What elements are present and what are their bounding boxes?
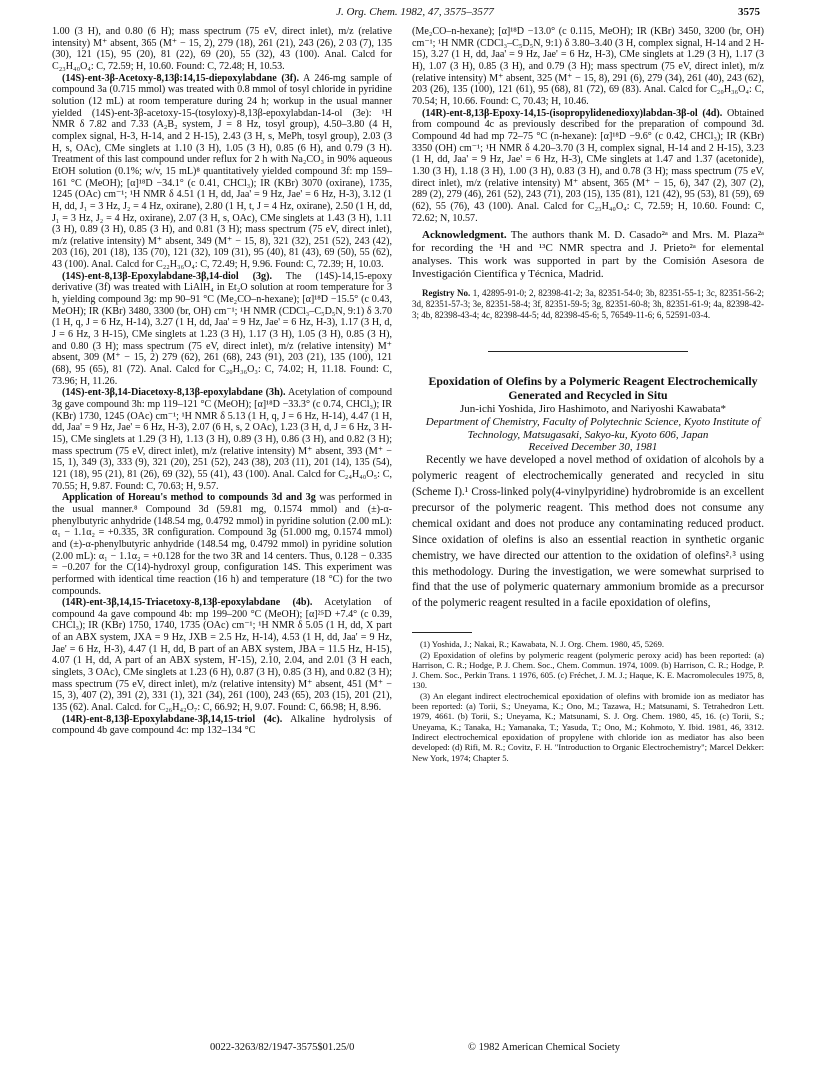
- experimental-paragraph: [52, 73, 392, 271]
- footnote: (1) Yoshida, J.; Nakai, R.; Kawabata, N. J. Org. Chem. 1980, 45, 5269.: [420, 639, 665, 650]
- registry-numbers: [412, 288, 764, 321]
- paragraph-text: Acetylation of compound 3g gave compound 3h: mp 119–121 °C (MeOH); [α]¹⁸D −33.3° (c 0.74, CHCl₃); IR (KBr) 1730, 1245 (OAc) cm⁻¹; ¹H NMR δ 5.13 (1 H, q, J = 6 Hz, H-14), 4.47 (1 H, dd, Jaa' = 9 Hz, Jae' = 6 Hz, H-3), 2.07 (6 H, s, 2 OAc), 1.23 (3 H, d, J = 6 Hz, 3 H-15), CMe singlets at 1.29 (3 H), 1.13 (3 H), 0.89 (3 H), 0.86 (3 H), and 0.82 (3 H); mass spectrum (75 eV, direct inlet), m/z (relative intensity) M⁺ absent, 393 (M⁺ − 15, 1), 349 (3), 333 (9), 321 (20), 251 (52), 243 (38), 203 (11), 201 (14), 135 (54), 121 (18), 95 (21), 81 (26), 69 (32), 55 (41), 43 (100). Anal. Calcd for C₂₄H₄₀O₅: C, 70.55; H, 9.87. Found: C, 70.63; H, 9.57.: [52, 387, 392, 492]
- footnotes: [412, 639, 764, 763]
- body-paragraph: Recently we have developed a novel method of oxidation of alcohols by a polymeric reagent of electrochemically generated and recycled in situ (Scheme I).¹ Cross-linked poly(4-vinylpyridine) hydrobromide is an excellent precursor of the polymeric reagent. This method does not consume any chemical oxidant and does not produce any contaminating reduced product. Since oxidation of olefins is also an essential reaction in synthetic organic chemistry, we have directed our attention to the oxidation of olefins²˒³ using this methodology. During the investigation, we were somewhat surprised to find that the use of polymeric quaternary ammonium bromide as a precursor of the polymeric reagent resulted in a facile epoxidation of olefins,: [412, 454, 764, 610]
- acknowledgment-heading: Acknowledgment.: [422, 229, 507, 242]
- paragraph-text: Acetylation of compound 4a gave compound 4b: mp 199–200 °C (MeOH); [α]²⁵D +7.4° (c 0.39, CHCl₃); IR (KBr) 1750, 1740, 1735 (OAc) cm⁻¹; ¹H NMR δ 5.05 (1 H, dd, X part of an ABX system, JXA = 9 Hz, JXB = 2.5 Hz, H-14), 4.53 (1 H, dd, Jaa' = 9 Hz, Jae' = 6 Hz, H-3), 4.47 (1 H, dd, B part of an ABX system, JBA = 11.5 Hz, H-15), 4.07 (1 H, dd, A part of an ABX system, H'-15), 2.10, 2.04, and 2.01 (3 H each, singlets, 3 OAc), CMe singlets at 1.23 (6 H), 0.87 (3 H), 0.85 (3 H), and 0.82 (3 H); mass spectrum (75 eV, direct inlet), m/z (relative intensity) M⁺ absent, 451 (M⁺ − 15, 3), 407 (2), 391 (2), 331 (1), 321 (34), 261 (100), 243 (65), 203 (15), 201 (21), 135 (62). Anal. Calcd. for C₂₆H₄₂O₇: C, 66.92; H, 9.07. Found: C, 66.98; H, 8.96.: [52, 597, 392, 714]
- experimental-paragraph: [52, 387, 392, 492]
- compound-heading: (14R)-ent-8,13β-Epoxylabdane-3β,14,15-triol (4c).: [62, 713, 283, 725]
- experimental-paragraph: [412, 108, 764, 225]
- paragraph-text: was performed in the usual manner.⁸ Compound 3d (59.81 mg, 0.1574 mmol) and (±)-α-phenylbutyric anhydride (148.54 mg, 0.4792 mmol) in pyridine solution (2.00 mL): α₁ − 1.1α₂ = +0.335, 3R configuration. Compound 3g (51.000 mg, 0.1574 mmol) and (±)-α-phenylbutyric anhydride (148.54 mg, 0.4792 mmol) in pyridine solution (2.00 mL): α₁ − 1.1α₂ = +0.128 for the two 3R and 14 centers. Thus, 0.128 − 0.335 = −0.207 for the C(14)-hydroxyl group, configuration 14S. This experiment was performed with identical time reaction (16 h) and temperature (18 °C) for the two compounds.: [52, 492, 393, 597]
- received-date: Received December 30, 1981: [528, 440, 658, 453]
- compound-heading: (14R)-ent-3β,14,15-Triacetoxy-8,13β-epoxylabdane (4b).: [62, 597, 313, 609]
- compound-heading: (14R)-ent-8,13β-Epoxy-14,15-(isopropylidenedioxy)labdan-3β-ol (4d).: [422, 107, 723, 119]
- paragraph-text: A 246-mg sample of compound 3a (0.715 mmol) was treated with 0.8 mmol of tosyl chloride in pyridine solution (12 mL) at room temperature during 24 h; workup in the usual manner yielded (14S)-ent-3β-acetoxy-15-(tosyloxy)-8,13β-epoxylabdan-14-ol (3e): ¹H NMR δ 7.82 and 7.33 (A₂B₂ system, J = 8 Hz, tosyl group), 4.50–3.80 (4 H, complex signal, H-3, H-14, and 2 H-15), 2.43 (3 H, s, MePh, tosyl group), 2.03 (3 H, s, OAc), CMe singlets at 1.10 (3 H), 1.05 (3 H), 0.85 (6 H), and 0.79 (3 H). Treatment of this last compound under reflux for 2 h with Na₂CO₃ in 90% aqueous EtOH solution (0.1%; w/v, 15 mL)⁸ quantitatively yielded compound 3f: mp 159–161 °C (MeOH); [α]¹⁸D −34.1° (c 0.41, CHCl₃); IR (KBr) 3070 (oxirane), 1735, 1245 (OAc) cm⁻¹; ¹H NMR δ 4.51 (1 H, dd, Jaa' = 9 Hz, Jae' = 6 Hz, H-3), 3.12 (1 H, dd, J₁ = 3 Hz, J₂ = 4 Hz, oxirane), 2.80 (1 H, t, J = 4 Hz, oxirane), 2.50 (1 H, dd, J₁ = 3 Hz, J₂ = 4 Hz, oxirane), 2.07 (3 H, s, OAc), CMe singlets at 1.43 (3 H), 1.11 (3 H), 0.89 (3 H), 0.85 (3 H), and 0.81 (3 H); mass spectrum (75 eV, direct inlet), m/z (relative intensity) M⁺ absent, 349 (M⁺ − 15, 8), 321 (32), 251 (52), 243 (42), 203 (16), 201 (18), 135 (70), 121 (32), 109 (31), 95 (40), 81 (43), 69 (50), 55 (62), 43 (100). Anal. Calcd for C₂₂H₃₆O₄: C, 72.49; H, 9.96. Found: C, 72.39; H, 10.03.: [52, 72, 392, 271]
- experimental-paragraph: [52, 714, 392, 737]
- experimental-paragraph: 1.00 (3 H), and 0.80 (6 H); mass spectrum (75 eV, direct inlet), m/z (relative intensity) M⁺ absent, 365 (M⁺ − 15, 2), 279 (18), 261 (21), 243 (26), 2 03 (7), 135 (30), 121 (15), 95 (20), 81 (22), 69 (20), 55 (32), 43 (100). Anal. Calcd for C₂₃H₄₀O₄: C, 72.59; H, 10.60. Found: C, 72.48; H, 10.53.: [52, 26, 392, 72]
- registry-text: 1, 42895-91-0; 2, 82398-41-2; 3a, 82351-54-0; 3b, 82351-55-1; 3c, 82351-56-2; 3d, 82351-57-3; 3e, 82351-58-4; 3f, 82351-59-5; 3g, 82351-60-8; 3h, 82351-61-9; 4a, 82398-42-3; 4b, 82398-43-4; 4c, 82398-44-5; 4d, 82398-45-6; 5, 76549-11-6; 6, 52591-03-4.: [412, 287, 764, 320]
- experimental-paragraph: [52, 271, 392, 388]
- compound-heading: (14S)-ent-3β-Acetoxy-8,13β:14,15-diepoxylabdane (3f).: [62, 72, 299, 84]
- paragraph-text: The (14S)-14,15-epoxy derivative (3f) was treated with LiAlH₄ in Et₂O solution at room temperature for 3 h, yielding compound 3g: mp 90–91 °C (Me₂CO–n-hexane); [α]¹⁸D −15.5° (c 0.43, MeOH); IR (KBr) 3480, 3300 (br, OH) cm⁻¹; ¹H NMR (CDCl₃–C₅D₅N, 9:1) δ 3.70 (1 H, q, J = 6 Hz, H-14), 3.27 (1 H, dd, Jaa' = 9 Hz, Jae' = 6 Hz, H-3), 1.17 (3 H, d, J = 6 Hz, 3 H-15), CMe singlets at 1.23 (3 H), 1.17 (3 H), 1.05 (3 H), 0.85 (3 H), and 0.80 (3 H); mass spectrum (75 eV, direct inlet), m/z (relative intensity) M⁺ absent, 309 (M⁺ − 15, 2) 279 (62), 261 (68), 243 (91), 203 (21), 135 (100), 121 (68), 95 (65), 81 (72). Anal. Calcd for C₂₀H₃₆O₃: C, 74.02; H, 11.18. Found: C, 73.96; H, 11.26.: [52, 270, 392, 387]
- page-number: 3575: [738, 6, 760, 18]
- page-footer: [52, 1042, 764, 1056]
- paragraph-text: Obtained from compound 4c as previously described for the preparation of compound 3d. Compound 4d had mp 72–75 °C (n-hexane): [α]¹⁸D −9.6° (c 0.42, CHCl₃); IR (KBr) 3350 (OH) cm⁻¹; ¹H NMR δ 4.20–3.70 (3 H, complex signal, H-14 and 2 H-15), 3.23 (1 H, dd, Jaa' = 9 Hz, Jae' = 6 Hz, H-3), CMe singlets at 1.47 and 1.37 (acetonide), 1.30 (3 H), 1.18 (3 H), 1.00 (3 H), 0.83 (3 H), and 0.78 (3 H); mass spectrum (75 eV, direct inlet), m/z (relative intensity) M⁺ absent, 365 (M⁺ − 15, 6), 347 (2), 307 (2), 289 (2), 279 (46), 261 (52), 243 (71), 203 (15), 135 (81), 121 (42), 95 (53), 81 (59), 69 (62), 55 (76), 43 (100). Anal. Calcd for C₂₃H₄₀O₄: C, 72.59; H, 10.60. Found: C, 72.62; N, 10.57.: [412, 107, 764, 224]
- article-body: [412, 453, 764, 612]
- journal-citation: J. Org. Chem. 1982, 47, 3575–3577: [336, 6, 494, 18]
- footnote-divider: [412, 632, 472, 633]
- article-code: 0022-3263/82/1947-3575$01.25/0: [210, 1042, 355, 1053]
- footnote: (3) An elegant indirect electrochemical epoxidation of olefins with bromide ion as mediator has been reported: (a) Torii, S.; Uneyama, K.; Ono, M.; Tazawa, H.; Matsunami, S. Tetrahedron Lett. 1979, 4661. (b) Torii, S.; Uneyama, K.; Matsunami, S. J. Org. Chem. 1980, 45, 16. (c) Torii, S.; Uneyama, K.; Tanaka, H.; Yamanaka, T.; Yasuda, T.; Ono, M.; Kohmoto, Y. Ibid. 1981, 46, 3312. Indirect electrochemical epoxidation of propylene with chloride ion as mediator has also been developed: (d) Rifi, M. R.; Covitz, F. H. "Introduction to Organic Electrochemistry"; Marcel Dekker: New York, 1974; Chapter 5.: [412, 690, 764, 763]
- section-divider: [488, 351, 688, 352]
- left-column: [52, 26, 392, 1001]
- article-title: Epoxidation of Olefins by a Polymeric Reagent Electrochemically Generated and Recycled in Situ: [428, 373, 758, 403]
- article-authors: Jun-ichi Yoshida, Jiro Hashimoto, and Nariyoshi Kawabata*: [459, 402, 727, 415]
- author-affiliation: Department of Chemistry, Faculty of Polytechnic Science, Kyoto Institute of Technology, Matsugasaki, Sakyo-ku, Kyoto 606, Japan: [425, 415, 761, 441]
- registry-heading: Registry No.: [422, 287, 471, 298]
- experimental-paragraph: [52, 597, 392, 714]
- method-heading: Application of Horeau's method to compounds 3d and 3g: [62, 492, 316, 504]
- running-head: [70, 6, 760, 22]
- right-column: [412, 26, 764, 1006]
- compound-heading: (14S)-ent-8,13β-Epoxylabdane-3β,14-diol (3g).: [62, 270, 272, 282]
- footnote: (2) Epoxidation of olefins by polymeric reagent (polymeric peroxy acid) has been reported: (a) Harrison, C. R.; Hodge, P. J. Chem. Soc., Chem. Commun. 1974, 1009. (b) Harrison, C. R.; Hodge, P. J. Chem. Soc., Perkin Trans. 1 1976, 605. (c) Fréchet, J. M. J.; Haque, K. E. Macromolecules 1975, 8, 130.: [412, 649, 764, 691]
- acknowledgment-text: The authors thank M. D. Casado²ᵃ and Mrs. M. Plaza²ᵃ for recording the ¹H and ¹³C NMR spectra and J. Prieto²ᵃ for elemental analyses. This work was supported in part by the Comisión Asesora de Investigación Científica y Técnica, Madrid.: [412, 229, 764, 281]
- experimental-paragraph: (Me₂CO–n-hexane); [α]¹⁸D −13.0° (c 0.115, MeOH); IR (KBr) 3450, 3200 (br, OH) cm⁻¹; ¹H NMR (CDCl₃–C₅D₅N, 9:1) δ 3.80–3.40 (3 H, complex signal, H-14 and 2 H-15), 3.27 (1 H, dd, Jaa' = 9 Hz, Jae' = 6 Hz, H-3), CMe singlets at 1.29 (3 H), 1.17 (3 H), 1.07 (3 H), 0.85 (3 H), and 0.79 (3 H); mass spectrum (75 eV, direct inlet), m/z (relative intensity) M⁺ absent, 325 (M⁺ − 15, 8), 291 (6), 279 (34), 261 (40), 243 (62), 203 (26), 135 (100), 121 (61), 95 (68), 81 (72), 69 (83). Anal. Calcd for C₂₀H₃₆O₄: C, 70.54; H, 10.66. Found: C, 70.43; H, 10.46.: [412, 26, 764, 107]
- copyright: © 1982 American Chemical Society: [468, 1042, 621, 1053]
- acknowledgment: [412, 229, 764, 281]
- paragraph-text: Alkaline hydrolysis of compound 4b gave compound 4c: mp 132–134 °C: [52, 713, 392, 737]
- compound-heading: (14S)-ent-3β,14-Diacetoxy-8,13β-epoxylabdane (3h).: [62, 387, 286, 399]
- experimental-paragraph: [52, 492, 392, 597]
